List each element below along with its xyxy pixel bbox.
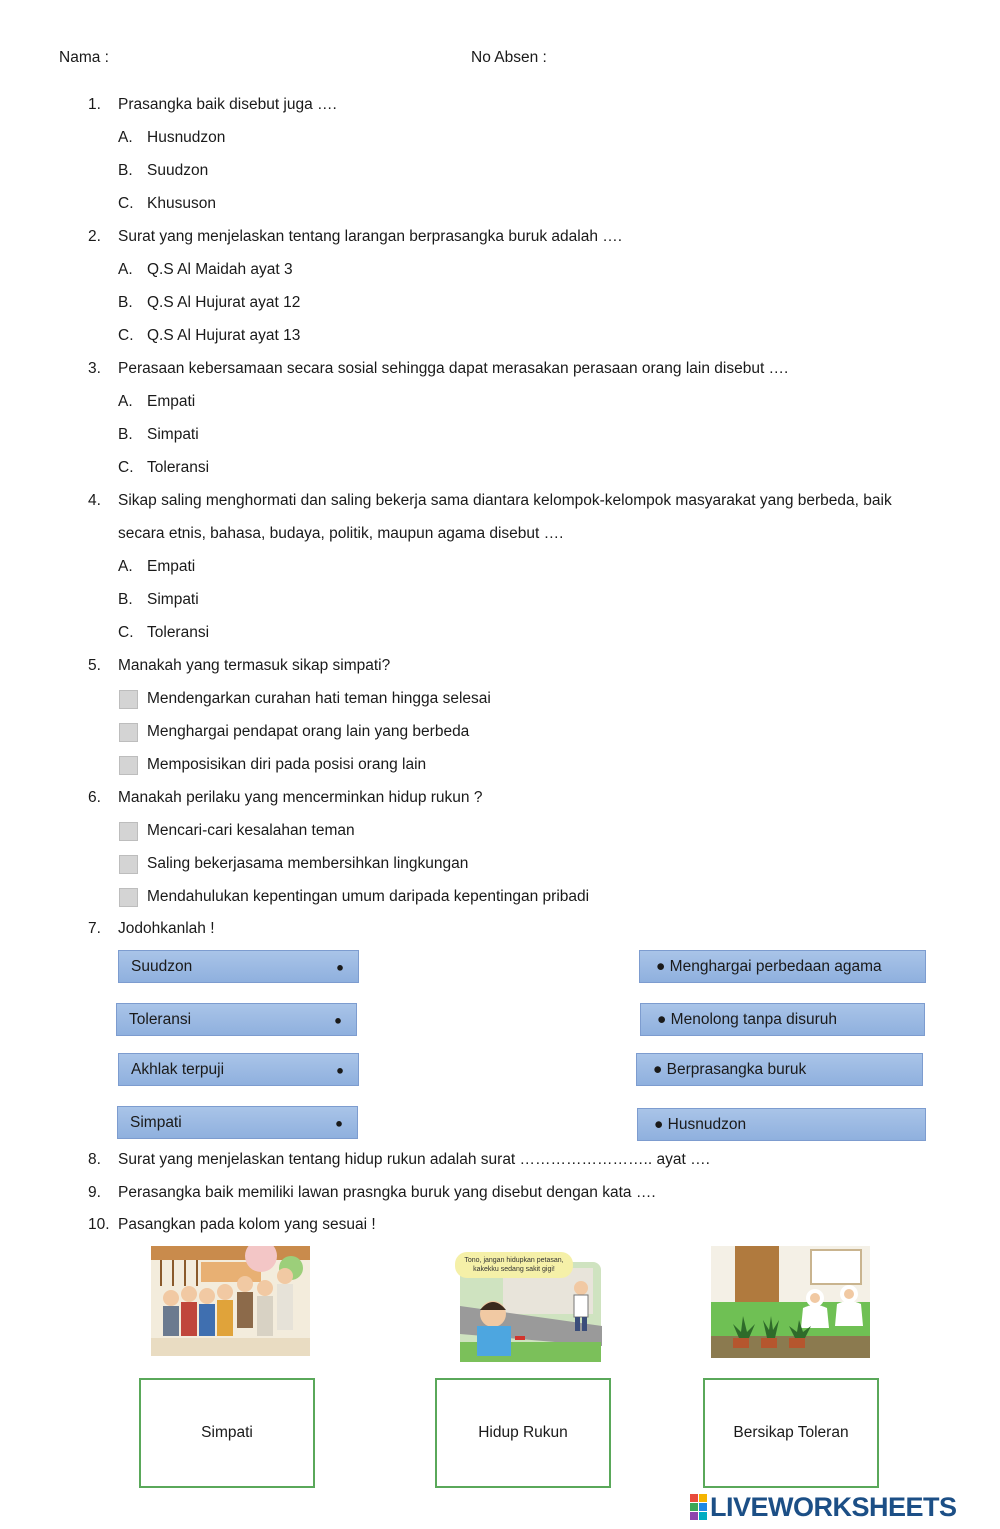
- question-number: 4.: [88, 492, 101, 509]
- question-text: Jodohkanlah !: [118, 920, 215, 937]
- match-left-label: Simpati: [130, 1113, 182, 1131]
- match-right-item[interactable]: [636, 1053, 923, 1086]
- match-left-item[interactable]: [116, 1003, 357, 1036]
- match-right-item[interactable]: [639, 950, 926, 983]
- question-text: Perasaan kebersamaan secara sosial sehingga dapat merasakan perasaan orang lain disebut ….: [118, 360, 789, 377]
- match-right-item[interactable]: [640, 1003, 925, 1036]
- question-number: 8.: [88, 1151, 101, 1168]
- question-number: 1.: [88, 96, 101, 113]
- checkbox[interactable]: [119, 756, 138, 775]
- answer-box-label: Bersikap Toleran: [733, 1424, 849, 1441]
- checkbox-label: Mencari-cari kesalahan teman: [147, 822, 355, 839]
- question-number: 2.: [88, 228, 101, 245]
- checkbox-label: Saling bekerjasama membersihkan lingkungan: [147, 855, 469, 872]
- question-number: 9.: [88, 1184, 101, 1201]
- match-dot[interactable]: ●: [335, 1115, 343, 1130]
- illustration-girls-cleaning: [711, 1246, 870, 1358]
- option-text[interactable]: Simpati: [147, 426, 199, 443]
- logo-icon: [690, 1492, 708, 1522]
- option-text[interactable]: Toleransi: [147, 459, 210, 476]
- option-text[interactable]: Q.S Al Hujurat ayat 13: [147, 327, 301, 344]
- option-text[interactable]: Empati: [147, 393, 196, 410]
- match-right-label: ● Menghargai perbedaan agama: [656, 957, 882, 975]
- option-letter: C.: [118, 327, 134, 344]
- illustration-children-group: [151, 1246, 310, 1356]
- question-number: 10.: [88, 1216, 110, 1233]
- question-text-continued: secara etnis, bahasa, budaya, politik, maupun agama disebut ….: [118, 525, 564, 542]
- option-letter: C.: [118, 195, 134, 212]
- name-label: Nama :: [59, 49, 109, 66]
- question-text: Manakah perilaku yang mencerminkan hidup rukun ?: [118, 789, 483, 806]
- match-left-label: Suudzon: [131, 957, 193, 975]
- option-text[interactable]: Husnudzon: [147, 129, 226, 146]
- option-letter: B.: [118, 294, 133, 311]
- question-number: 5.: [88, 657, 101, 674]
- answer-box-hidup-rukun[interactable]: [435, 1378, 611, 1488]
- checkbox-label: Menghargai pendapat orang lain yang berbeda: [147, 723, 470, 740]
- match-right-label: ● Husnudzon: [654, 1115, 747, 1133]
- logo-text: LIVEWORKSHEETS: [710, 1491, 957, 1522]
- answer-box-label: Simpati: [201, 1424, 253, 1441]
- option-text[interactable]: Suudzon: [147, 162, 209, 179]
- match-right-label: ● Menolong tanpa disuruh: [657, 1010, 837, 1028]
- option-text[interactable]: Khususon: [147, 195, 216, 212]
- option-letter: A.: [118, 393, 133, 410]
- question-text: Manakah yang termasuk sikap simpati?: [118, 657, 391, 674]
- match-left-item[interactable]: [117, 1106, 358, 1139]
- match-dot[interactable]: ●: [336, 959, 344, 974]
- option-letter: A.: [118, 558, 133, 575]
- answer-box-bersikap-toleran[interactable]: [703, 1378, 879, 1488]
- option-letter: A.: [118, 261, 133, 278]
- checkbox-label: Mendengarkan curahan hati teman hingga selesai: [147, 690, 491, 707]
- checkbox-label: Mendahulukan kepentingan umum daripada kepentingan pribadi: [147, 888, 590, 905]
- match-dot[interactable]: ●: [334, 1012, 342, 1027]
- question-number: 7.: [88, 920, 101, 937]
- answer-box-label: Hidup Rukun: [478, 1424, 568, 1441]
- match-left-label: Toleransi: [129, 1010, 192, 1028]
- question-text: Sikap saling menghormati dan saling bekerja sama diantara kelompok-kelompok masyarakat yang berbeda, baik: [118, 492, 892, 509]
- option-text[interactable]: Q.S Al Hujurat ayat 12: [147, 294, 301, 311]
- checkbox[interactable]: [119, 888, 138, 907]
- question-number: 3.: [88, 360, 101, 377]
- match-right-item[interactable]: [637, 1108, 926, 1141]
- question-number: 6.: [88, 789, 101, 806]
- option-text[interactable]: Empati: [147, 558, 196, 575]
- option-letter: A.: [118, 129, 133, 146]
- option-text[interactable]: Simpati: [147, 591, 199, 608]
- option-letter: B.: [118, 426, 133, 443]
- option-letter: C.: [118, 624, 134, 641]
- absen-label: No Absen :: [471, 49, 547, 66]
- liveworksheets-logo: [690, 1490, 957, 1524]
- question-text: Perasangka baik memiliki lawan prasngka buruk yang disebut dengan kata ….: [118, 1184, 656, 1201]
- question-text: Surat yang menjelaskan tentang hidup rukun adalah surat …………………….. ayat ….: [118, 1151, 710, 1168]
- option-letter: B.: [118, 591, 133, 608]
- checkbox[interactable]: [119, 723, 138, 742]
- question-text: Surat yang menjelaskan tentang larangan berprasangka buruk adalah ….: [118, 228, 623, 245]
- match-left-item[interactable]: [118, 1053, 359, 1086]
- match-right-label: ● Berprasangka buruk: [653, 1060, 807, 1078]
- speech-bubble: Tono, jangan hidupkan petasan, kakekku sedang sakit gigi!: [455, 1252, 573, 1278]
- option-text[interactable]: Toleransi: [147, 624, 210, 641]
- option-text[interactable]: Q.S Al Maidah ayat 3: [147, 261, 293, 278]
- checkbox-label: Memposisikan diri pada posisi orang lain: [147, 756, 427, 773]
- option-letter: C.: [118, 459, 134, 476]
- question-text: Pasangkan pada kolom yang sesuai !: [118, 1216, 376, 1233]
- checkbox[interactable]: [119, 822, 138, 841]
- checkbox[interactable]: [119, 855, 138, 874]
- checkbox[interactable]: [119, 690, 138, 709]
- match-dot[interactable]: ●: [336, 1062, 344, 1077]
- match-left-label: Akhlak terpuji: [131, 1060, 225, 1078]
- option-letter: B.: [118, 162, 133, 179]
- answer-box-simpati[interactable]: [139, 1378, 315, 1488]
- match-left-item[interactable]: [118, 950, 359, 983]
- question-text: Prasangka baik disebut juga ….: [118, 96, 337, 113]
